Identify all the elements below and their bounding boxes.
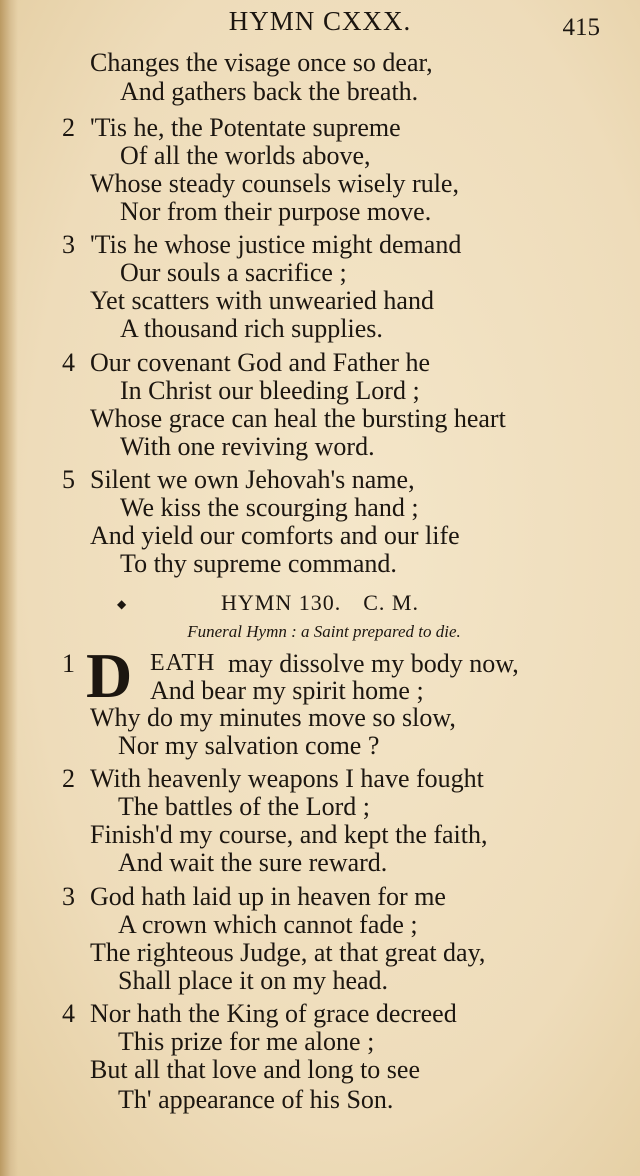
verse-line: And yield our comforts and our life xyxy=(90,521,460,550)
verse-line: And bear my spirit home ; xyxy=(150,676,424,705)
verse-line: Shall place it on my head. xyxy=(118,966,389,995)
verse-line: Whose steady counsels wisely rule, xyxy=(90,169,459,198)
drop-cap: D xyxy=(86,640,133,711)
printer-ornament-icon: ◆ xyxy=(117,597,127,611)
verse-line: Whose grace can heal the bursting heart xyxy=(90,404,506,433)
verse-line: A thousand rich supplies. xyxy=(120,314,383,343)
verse-line: But all that love and long to see xyxy=(90,1055,420,1084)
verse-line: Nor from their purpose move. xyxy=(120,197,432,226)
verse-line: Yet scatters with unwearied hand xyxy=(90,286,434,315)
verse-line: Our covenant God and Father he xyxy=(90,348,431,377)
verse-line: Nor my salvation come ? xyxy=(118,731,380,760)
verse-line: Nor hath the King of grace decreed xyxy=(90,999,457,1028)
verse-line: 'Tis he whose justice might demand xyxy=(90,230,462,259)
verse-line: And wait the sure reward. xyxy=(118,848,388,877)
verse-number: 2 xyxy=(62,764,75,793)
verse-line: The righteous Judge, at that great day, xyxy=(90,938,486,967)
verse-line: To thy supreme command. xyxy=(120,549,397,578)
verse-line: Finish'd my course, and kept the faith, xyxy=(90,820,488,849)
verse-line: With heavenly weapons I have fought xyxy=(90,764,484,793)
verse-line: We kiss the scourging hand ; xyxy=(120,493,419,522)
page-number: 415 xyxy=(562,14,600,41)
verse-number: 3 xyxy=(62,882,75,911)
verse-line: The battles of the Lord ; xyxy=(118,792,370,821)
hymn-heading xyxy=(0,590,640,616)
verse-number: 3 xyxy=(62,230,75,259)
first-word-rest: EATH xyxy=(150,650,216,676)
verse-number: 1 xyxy=(62,649,75,678)
verse-line: may dissolve my body now, xyxy=(228,649,519,678)
hymn-title: HYMN 130. xyxy=(221,590,342,615)
verse-line: God hath laid up in heaven for me xyxy=(90,882,446,911)
verse-line: And gathers back the breath. xyxy=(120,77,419,106)
verse-line: A crown which cannot fade ; xyxy=(118,910,418,939)
verse-line: Changes the visage once so dear, xyxy=(90,48,433,77)
verse-number: 4 xyxy=(62,348,75,377)
verse-line: This prize for me alone ; xyxy=(118,1027,375,1056)
verse-line: Silent we own Jehovah's name, xyxy=(90,465,415,494)
verse-line: In Christ our bleeding Lord ; xyxy=(120,376,420,405)
verse-number: 5 xyxy=(62,465,75,494)
verse-line: Th' appearance of his Son. xyxy=(118,1085,394,1114)
verse-line: Why do my minutes move so slow, xyxy=(90,703,456,732)
hymn-meter: C. M. xyxy=(363,590,419,615)
verse-line: Of all the worlds above, xyxy=(120,141,371,170)
verse-number: 4 xyxy=(62,999,75,1028)
verse-number: 2 xyxy=(62,113,75,142)
running-title: HYMN CXXX. xyxy=(228,6,412,36)
page-gutter-shadow xyxy=(0,0,18,1176)
hymn-subtitle: Funeral Hymn : a Saint prepared to die. xyxy=(187,622,461,641)
verse-line: With one reviving word. xyxy=(120,432,375,461)
verse-line: Our souls a sacrifice ; xyxy=(120,258,347,287)
verse-line: 'Tis he, the Potentate supreme xyxy=(90,113,401,142)
